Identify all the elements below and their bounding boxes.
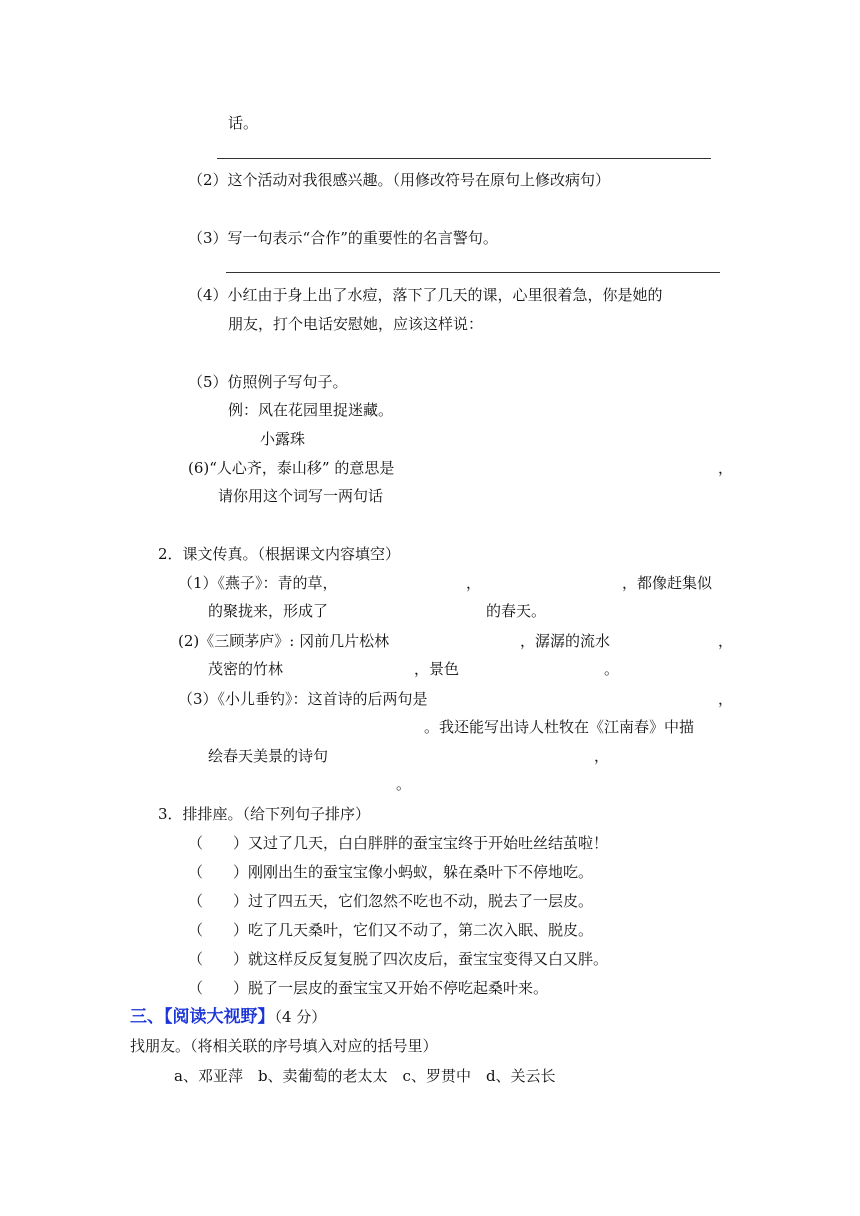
q6-text-line2: 请你用这个词写一两句话 (218, 487, 384, 505)
sequence-item: （ ）脱了一层皮的蚕宝宝又开始不停吃起桑叶来。 (188, 979, 549, 997)
q6-comma: ， (718, 459, 734, 477)
q5-example: 例：风在花园里捉迷藏。 (228, 401, 394, 419)
part3-heading (130, 1006, 326, 1028)
p2-text-e: ，景色 (414, 660, 460, 678)
part3-instruction: 找朋友。（将相关联的序号填入对应的括号里） (130, 1037, 438, 1055)
q3-text: （3）写一句表示“合作”的重要性的名言警句。 (188, 229, 498, 247)
q2-text: （2）这个活动对我很感兴趣。（用修改符号在原句上修改病句） (188, 171, 611, 189)
q5-text: （5）仿照例子写句子。 (188, 373, 348, 391)
q3-answer-line (226, 272, 720, 273)
sequence-item: （ ）就这样反反复复脱了四次皮后，蚕宝宝变得又白又胖。 (188, 950, 609, 968)
p1-text-c: ，都像赶集似 (622, 574, 713, 592)
q5-prompt: 小露珠 (260, 430, 306, 448)
q6-text-line1: (6)“人心齐，泰山移” 的意思是 (188, 459, 395, 477)
p1-text-d: 的聚拢来，形成了 (208, 602, 329, 620)
part3-title: 三、【阅读大视野】 (130, 1007, 275, 1027)
p3-text-f: 。 (396, 775, 412, 793)
q1-tail-text: 话。 (228, 114, 259, 132)
p1-text-b: ， (466, 574, 482, 592)
p2-text-f: 。 (604, 660, 620, 678)
p3-text-b: ， (718, 690, 734, 708)
sequence-item: （ ）吃了几天桑叶，它们又不动了，第二次入眠、脱皮。 (188, 921, 594, 939)
p2-text-c: ， (718, 632, 734, 650)
p3-text-d: 绘春天美景的诗句 (208, 747, 329, 765)
sequence-item: （ ）刚刚出生的蚕宝宝像小蚂蚁，躲在桑叶下不停地吃。 (188, 863, 594, 881)
q4-text-line1: （4）小红由于身上出了水痘，落下了几天的课，心里很着急，你是她的 (188, 286, 663, 304)
part3-options: a、邓亚萍 b、卖葡萄的老太太 c、罗贯中 d、关云长 (174, 1067, 556, 1085)
p1-text-a: （1）《燕子》：青的草， (178, 574, 338, 592)
p1-text-e: 的春天。 (486, 602, 547, 620)
sequence-item: （ ）过了四五天，它们忽然不吃也不动，脱去了一层皮。 (188, 892, 594, 910)
p2-text-a: (2)《三顾茅庐》: 冈前几片松林 (178, 632, 390, 650)
p2-text-d: 茂密的竹林 (208, 660, 284, 678)
section3-title: 3．排排座。（给下列句子排序） (158, 805, 371, 823)
q1-answer-line (217, 158, 711, 159)
p3-text-e: ， (594, 747, 610, 765)
part3-score: （4 分） (274, 1008, 327, 1026)
sequence-item: （ ）又过了几天，白白胖胖的蚕宝宝终于开始吐丝结茧啦！ (188, 834, 609, 852)
p3-text-a: （3）《小儿垂钓》：这首诗的后两句是 (178, 690, 428, 708)
q4-text-line2: 朋友，打个电话安慰她，应该这样说： (228, 315, 484, 333)
section2-title: 2．课文传真。（根据课文内容填空） (158, 545, 401, 563)
p2-text-b: ，潺潺的流水 (520, 632, 611, 650)
p3-text-c: 。我还能写出诗人杜牧在《江南春》中描 (424, 718, 695, 736)
